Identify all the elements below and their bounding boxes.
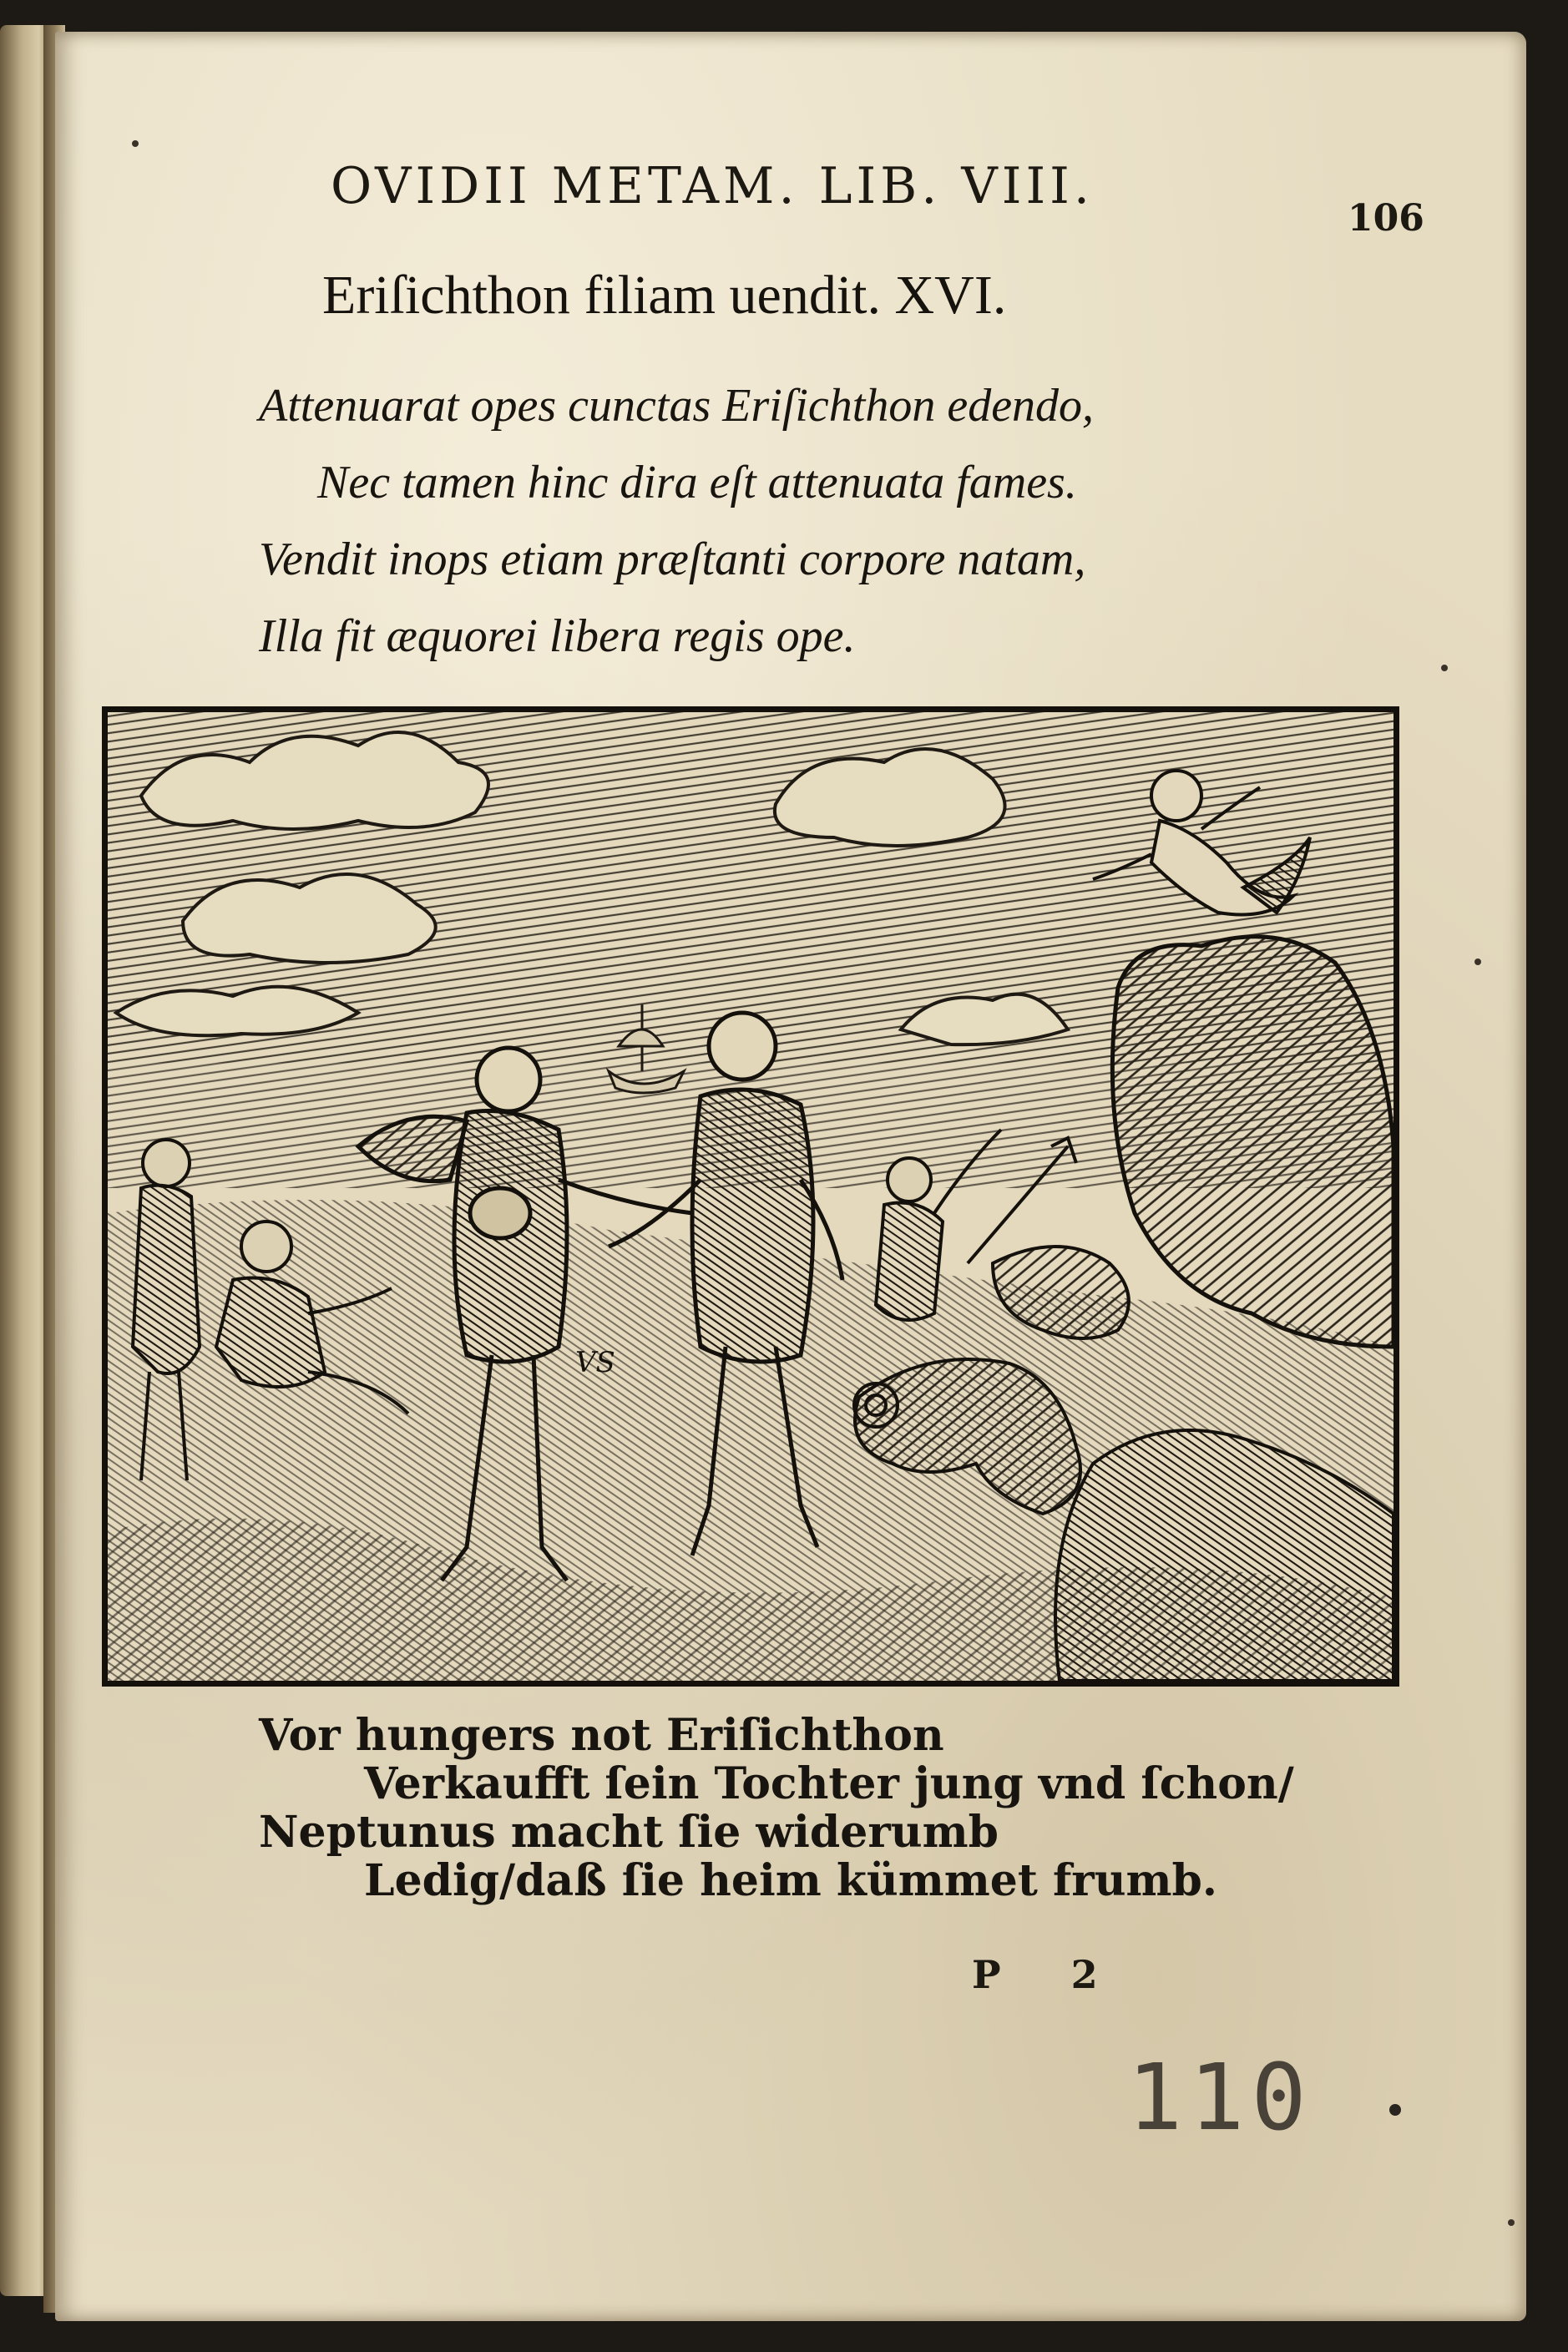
latin-verse-line: Vendit inops etiam præſtanti corpore natam, bbox=[259, 534, 1086, 585]
folio-number: 106 bbox=[1348, 197, 1424, 240]
running-head: OVIDII METAM. LIB. VIII. bbox=[331, 157, 1094, 215]
german-verses bbox=[259, 1710, 1294, 1906]
woodcut-scene bbox=[108, 712, 1393, 1681]
section-title: Eriſichthon filiam uendit. XVI. bbox=[322, 265, 1007, 326]
german-verse-line: Neptunus macht ſie widerumb bbox=[259, 1807, 999, 1858]
latin-verse-line: Attenuarat opes cunctas Eriſichthon edendo, bbox=[259, 380, 1095, 432]
signature-mark: P 2 bbox=[972, 1952, 1126, 1997]
stamp-dot bbox=[1389, 2104, 1401, 2116]
margin-speck bbox=[132, 140, 139, 147]
library-stamp-number: 110 bbox=[1127, 2044, 1313, 2151]
woodcut-illustration bbox=[102, 706, 1399, 1687]
german-verse-line: Ledig/daß ſie heim kümmet frumb. bbox=[364, 1855, 1217, 1906]
margin-speck bbox=[1474, 959, 1481, 965]
latin-verses bbox=[259, 367, 1294, 675]
margin-speck bbox=[1441, 665, 1448, 671]
latin-verse-line: Illa fit æquorei libera regis ope. bbox=[259, 610, 856, 662]
artist-monogram: VS bbox=[575, 1346, 615, 1379]
left-page-edge bbox=[0, 25, 48, 2296]
latin-verse-line: Nec tamen hinc dira eſt attenuata fames. bbox=[317, 457, 1077, 508]
margin-speck bbox=[1508, 2219, 1515, 2226]
german-verse-line: Vor hungers not Eriſichthon bbox=[259, 1710, 944, 1761]
sea-cliff bbox=[1112, 937, 1393, 1347]
german-verse-line: Verkaufft ſein Tochter jung vnd ſchon/ bbox=[364, 1758, 1294, 1809]
